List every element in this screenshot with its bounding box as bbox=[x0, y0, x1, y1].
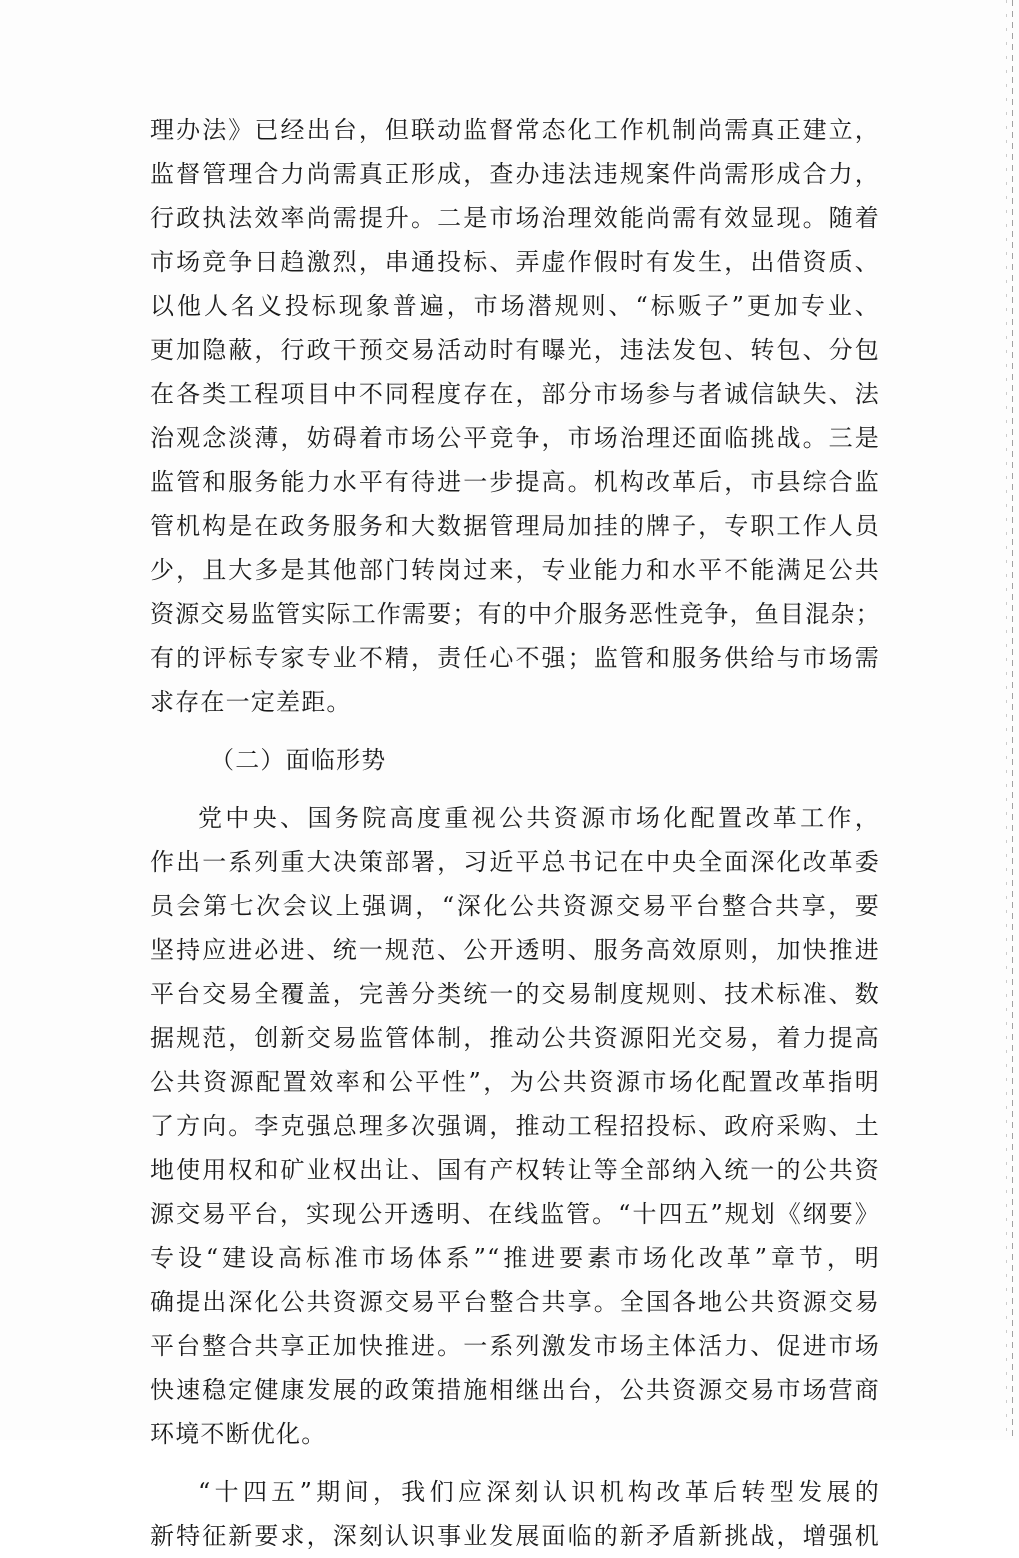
text-line: 监管和服务能力水平有待进一步提高。机构改革后，市县综合监 bbox=[150, 468, 880, 496]
scan-edge-line-secondary bbox=[1006, 0, 1007, 1440]
document-body bbox=[150, 108, 880, 1558]
paragraph-2 bbox=[150, 796, 880, 1456]
text-line: 确提出深化公共资源交易平台整合共享。全国各地公共资源交易 bbox=[150, 1288, 880, 1316]
text-line: 治观念淡薄，妨碍着市场公平竞争，市场治理还面临挑战。三是 bbox=[150, 424, 880, 452]
text-line: 平台交易全覆盖，完善分类统一的交易制度规则、技术标准、数 bbox=[150, 980, 880, 1008]
text-line: 求存在一定差距。 bbox=[150, 688, 352, 716]
text-line: 行政执法效率尚需提升。二是市场治理效能尚需有效显现。随着 bbox=[150, 204, 880, 232]
text-line: 作出一系列重大决策部署，习近平总书记在中央全面深化改革委 bbox=[150, 848, 880, 876]
text-line: 党中央、国务院高度重视公共资源市场化配置改革工作， bbox=[198, 804, 880, 832]
paragraph-3 bbox=[150, 1470, 880, 1558]
text-line: 环境不断优化。 bbox=[150, 1420, 327, 1448]
text-line: 平台整合共享正加快推进。一系列激发市场主体活力、促进市场 bbox=[150, 1332, 880, 1360]
text-line: 更加隐蔽，行政干预交易活动时有曝光，违法发包、转包、分包 bbox=[150, 336, 880, 364]
text-line: 新特征新要求，深刻认识事业发展面临的新矛盾新挑战，增强机 bbox=[150, 1522, 880, 1550]
text-line: 专设“建设高标准市场体系”“推进要素市场化改革”章节，明 bbox=[150, 1244, 880, 1272]
text-line: 了方向。李克强总理多次强调，推动工程招投标、政府采购、土 bbox=[150, 1112, 880, 1140]
text-line: 地使用权和矿业权出让、国有产权转让等全部纳入统一的公共资 bbox=[150, 1156, 880, 1184]
scan-edge-line bbox=[1012, 0, 1013, 1440]
text-line: 理办法》已经出台，但联动监督常态化工作机制尚需真正建立， bbox=[150, 116, 880, 144]
text-line: 管机构是在政务服务和大数据管理局加挂的牌子，专职工作人员 bbox=[150, 512, 880, 540]
section-heading: （二）面临形势 bbox=[210, 746, 387, 774]
spacer bbox=[150, 1456, 880, 1470]
text-line: 少，且大多是其他部门转岗过来，专业能力和水平不能满足公共 bbox=[150, 556, 880, 584]
text-line: 市场竞争日趋激烈，串通投标、弄虚作假时有发生，出借资质、 bbox=[150, 248, 880, 276]
spacer bbox=[150, 724, 880, 738]
text-line: 资源交易监管实际工作需要；有的中介服务恶性竞争，鱼目混杂； bbox=[150, 600, 881, 628]
text-line: 公共资源配置效率和公平性”，为公共资源市场化配置改革指明 bbox=[150, 1068, 880, 1096]
spacer bbox=[150, 782, 880, 796]
text-line: 快速稳定健康发展的政策措施相继出台，公共资源交易市场营商 bbox=[150, 1376, 880, 1404]
text-line: 源交易平台，实现公开透明、在线监管。“十四五”规划《纲要》 bbox=[150, 1200, 880, 1228]
text-line: 坚持应进必进、统一规范、公开透明、服务高效原则，加快推进 bbox=[150, 936, 880, 964]
text-line: 有的评标专家专业不精，责任心不强；监管和服务供给与市场需 bbox=[150, 644, 880, 672]
paragraph-1 bbox=[150, 108, 880, 724]
text-line: 员会第七次会议上强调，“深化公共资源交易平台整合共享，要 bbox=[150, 892, 880, 920]
text-line: 监督管理合力尚需真正形成，查办违法违规案件尚需形成合力， bbox=[150, 160, 880, 188]
text-line: “十四五”期间，我们应深刻认识机构改革后转型发展的 bbox=[198, 1478, 880, 1506]
text-line: 以他人名义投标现象普遍，市场潜规则、“标贩子”更加专业、 bbox=[150, 292, 880, 320]
text-line: 据规范，创新交易监管体制，推动公共资源阳光交易，着力提高 bbox=[150, 1024, 880, 1052]
text-line: 在各类工程项目中不同程度存在，部分市场参与者诚信缺失、法 bbox=[150, 380, 880, 408]
